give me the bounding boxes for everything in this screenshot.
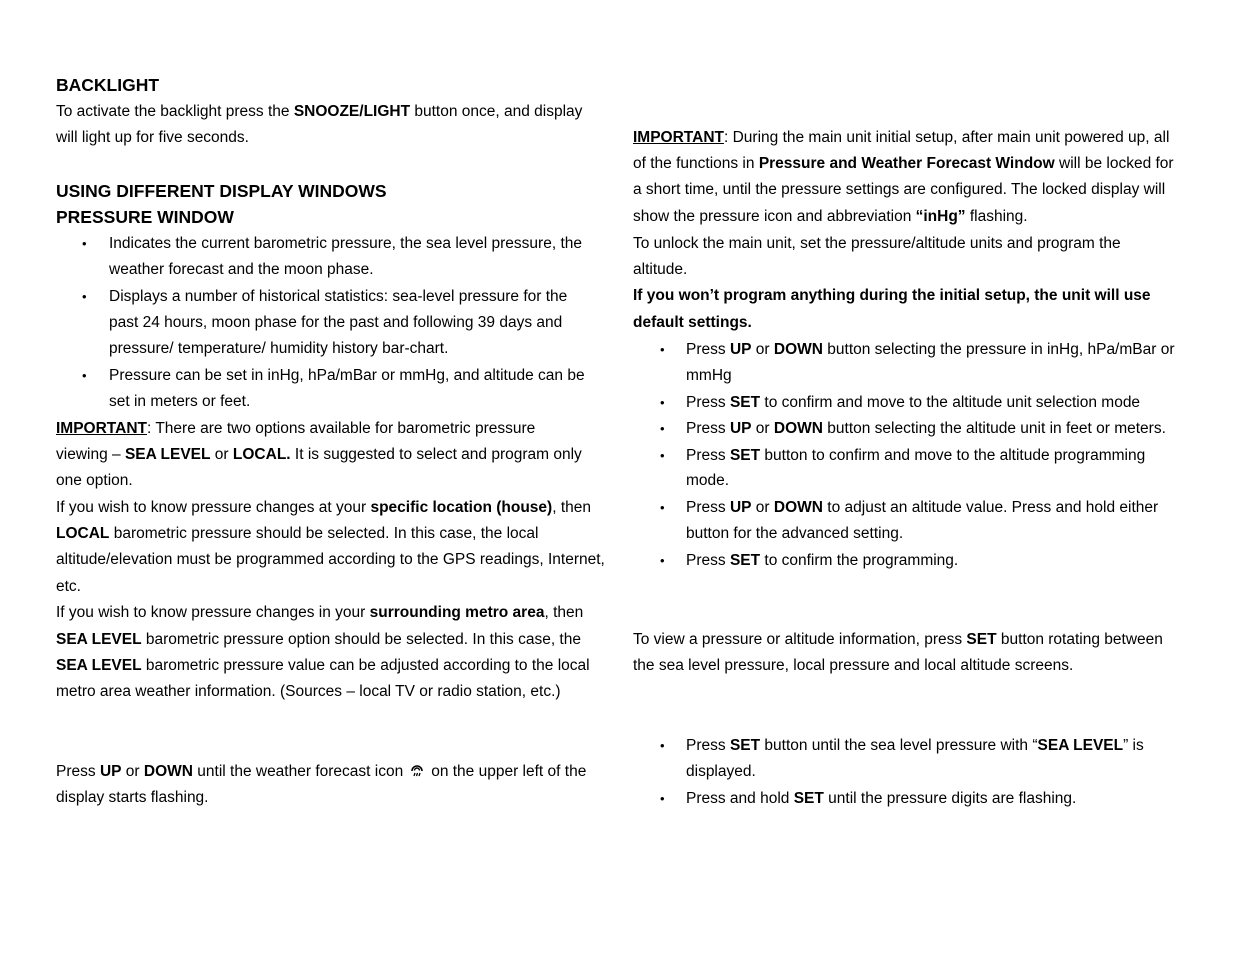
local-line-4: etc. [56,578,81,595]
backlight-line-2: will light up for five seconds. [56,129,249,146]
step-1-bullet: • [660,342,665,357]
bullet-2: • [82,289,87,304]
local-line-3: altitude/elevation must be programmed according to the GPS readings, Internet, [56,551,605,568]
important-line-1: IMPORTANT: There are two options available for barometric pressure [56,420,536,437]
local-line-2: LOCAL barometric pressure should be selected. In this case, the local [56,525,539,542]
r-important-line-3: a short time, until the pressure settings are configured. The locked display will [633,181,1166,198]
sea-step-1-line-2: displayed. [686,763,756,780]
step-2-line-1: Press SET to confirm and move to the altitude unit selection mode [686,394,1141,411]
metro-line-3: SEA LEVEL barometric pressure value can be adjusted according to the local [56,657,590,674]
bullet-1-line-2: weather forecast and the moon phase. [109,261,374,278]
step-5-bullet: • [660,500,665,515]
bullet-2-line-2: past 24 hours, moon phase for the past and following 39 days and [109,314,563,331]
r-important-line-1: IMPORTANT: During the main unit initial setup, after main unit powered up, all [633,129,1170,146]
unlock-line-1: To unlock the main unit, set the pressure/altitude units and program the [633,235,1121,252]
local-line-1: If you wish to know pressure changes at your specific location (house), then [56,499,591,516]
bullet-1: • [82,236,87,251]
pressure-window-heading: PRESSURE WINDOW [56,207,234,227]
metro-line-2: SEA LEVEL barometric pressure option should be selected. In this case, the [56,631,581,648]
backlight-line-1: To activate the backlight press the SNOOZE/LIGHT button once, and display [56,103,583,120]
step-5-line-2: button for the advanced setting. [686,525,904,542]
step-4-line-2: mode. [686,472,730,489]
metro-line-4: metro area weather information. (Sources – local TV or radio station, etc.) [56,683,561,700]
step-1-line-2: mmHg [686,367,732,384]
weather-forecast-icon [409,764,425,784]
default-note-line-2: default settings. [633,314,752,331]
r-important-line-4: show the pressure icon and abbreviation “inHg” flashing. [633,208,1028,225]
view-line-1: To view a pressure or altitude information, press SET button rotating between [633,631,1163,648]
bullet-3: • [82,368,87,383]
sea-step-1-bullet: • [660,738,665,753]
important-line-3: one option. [56,472,133,489]
bullet-2-line-1: Displays a number of historical statistics: sea-level pressure for the [109,288,568,305]
bullet-3-line-1: Pressure can be set in inHg, hPa/mBar or mmHg, and altitude can be [109,367,585,384]
step-5-line-1: Press UP or DOWN to adjust an altitude value. Press and hold either [686,499,1159,516]
using-windows-heading: USING DIFFERENT DISPLAY WINDOWS [56,181,387,201]
bullet-3-line-2: set in meters or feet. [109,393,251,410]
step-2-bullet: • [660,395,665,410]
step-3-bullet: • [660,421,665,436]
step-1-line-1: Press UP or DOWN button selecting the pressure in inHg, hPa/mBar or [686,341,1175,358]
default-note-line-1: If you won’t program anything during the initial setup, the unit will use [633,287,1151,304]
unlock-line-2: altitude. [633,261,688,278]
step-6-line-1: Press SET to confirm the programming. [686,552,959,569]
sea-step-2-bullet: • [660,791,665,806]
bullet-1-line-1: Indicates the current barometric pressure, the sea level pressure, the [109,235,582,252]
press-line-1: Press UP or DOWN until the weather forecast icon on the upper left of the [56,762,586,784]
important-line-2: viewing – SEA LEVEL or LOCAL. It is suggested to select and program only [56,446,582,463]
bullet-2-line-3: pressure/ temperature/ humidity history bar-chart. [109,340,449,357]
step-6-bullet: • [660,553,665,568]
r-important-line-2: of the functions in Pressure and Weather Forecast Window will be locked for [633,155,1174,172]
sea-step-1-line-1: Press SET button until the sea level pressure with “SEA LEVEL” is [686,737,1144,754]
view-line-2: the sea level pressure, local pressure and local altitude screens. [633,657,1074,674]
step-3-line-1: Press UP or DOWN button selecting the altitude unit in feet or meters. [686,420,1166,437]
backlight-heading: BACKLIGHT [56,75,160,95]
step-4-bullet: • [660,448,665,463]
step-4-line-1: Press SET button to confirm and move to the altitude programming [686,447,1146,464]
metro-line-1: If you wish to know pressure changes in your surrounding metro area, then [56,604,584,621]
sea-step-2-line-1: Press and hold SET until the pressure digits are flashing. [686,790,1077,807]
press-line-2: display starts flashing. [56,789,209,806]
